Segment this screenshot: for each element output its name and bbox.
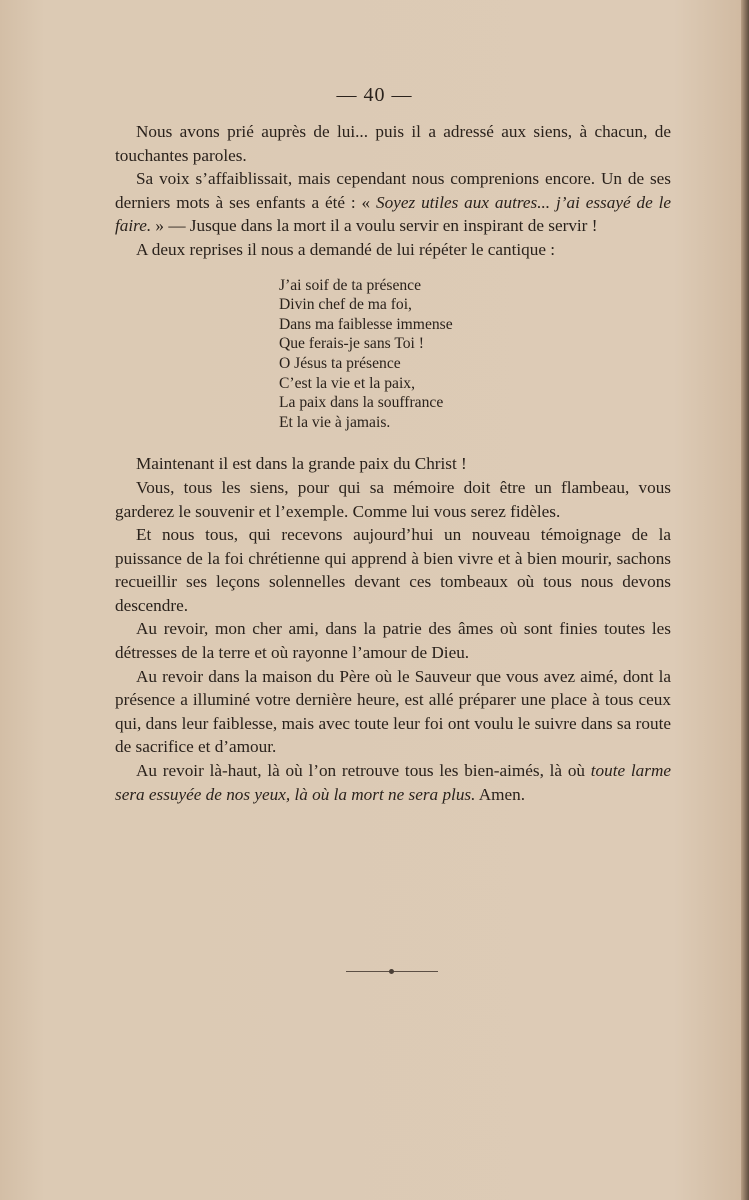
hymn-line: Et la vie à jamais.: [279, 413, 391, 431]
paragraph-text: Au revoir là-haut, là où l’on retrouve tous les bien-aimés, là où: [136, 761, 591, 781]
hymn-line: Dans ma faiblesse immense: [279, 315, 453, 333]
paragraph-text: Nous avons prié auprès de lui... puis il a adressé aux siens, à chacun, de touchantes paroles.: [115, 122, 671, 165]
ornament-divider-icon: [346, 967, 438, 975]
hymn-verse: [279, 276, 671, 433]
paragraph-text: Au revoir, mon cher ami, dans la patrie des âmes où sont finies toutes les détresses de la terre et où rayonne l’amour de Dieu.: [115, 619, 671, 663]
paragraph-text: Au revoir dans la maison du Père où le Sauveur que vous avez aimé, dont la présence a illuminé votre dernière heure, est allé préparer une place à tous ceux qui, dans leur faiblesse, mais avec toute leur foi ont voulu le suivre dans sa route de sacrifice et d’amour.: [115, 666, 671, 757]
italic-quote: Soyez utiles aux autres... j’ai essayé de le faire.: [115, 192, 671, 236]
ornament-dot: [389, 969, 394, 974]
hymn-line: C’est la vie et la paix,: [279, 374, 415, 392]
page-edge: [741, 0, 749, 1200]
italic-quote: toute larme sera essuyée de nos yeux, là où la mort ne sera plus.: [115, 761, 672, 804]
hymn-line: La paix dans la souffrance: [279, 394, 444, 412]
paragraph: [115, 452, 671, 476]
paragraph: [115, 617, 671, 664]
hymn-line: Divin chef de ma foi,: [279, 296, 412, 314]
paragraph-text: Sa voix s’affaiblissait, mais cependant nous comprenions encore. Un de ses derniers mots à ses enfants a été : «: [115, 169, 671, 212]
paragraph: [115, 759, 671, 806]
hymn-line: Que ferais-je sans Toi !: [279, 335, 424, 353]
paragraph: [115, 523, 671, 617]
hymn-line: J’ai soif de ta présence: [279, 276, 422, 294]
paragraph: [115, 476, 671, 523]
hymn-line: O Jésus ta présence: [279, 354, 401, 372]
paragraph-text: » — Jusque dans la mort il a voulu servir en inspirant de servir !: [151, 216, 598, 236]
paragraph-text: Vous, tous les siens, pour qui sa mémoire doit être un flambeau, vous garderez le souvenir et l’exemple. Comme lui vous serez fidèles.: [115, 477, 671, 521]
paragraph-text: Maintenant il est dans la grande paix du Christ !: [136, 454, 467, 474]
paragraph-text: A deux reprises il nous a demandé de lui répéter le cantique :: [136, 239, 556, 259]
paragraph: [115, 167, 671, 238]
paragraph: [115, 665, 671, 759]
paragraph-text: Et nous tous, qui recevons aujourd’hui un nouveau témoignage de la puissance de la foi chrétienne qui apprend à bien vivre et à bien mourir, sachons recueillir ses leçons solennelles devant ces tombeaux où tous nous devons descendre.: [115, 525, 671, 615]
paragraph: [115, 238, 671, 262]
page-number: — 40 —: [336, 84, 413, 106]
text-body: [115, 120, 671, 806]
paragraph-text: Amen.: [475, 784, 526, 804]
paragraph: [115, 120, 671, 167]
